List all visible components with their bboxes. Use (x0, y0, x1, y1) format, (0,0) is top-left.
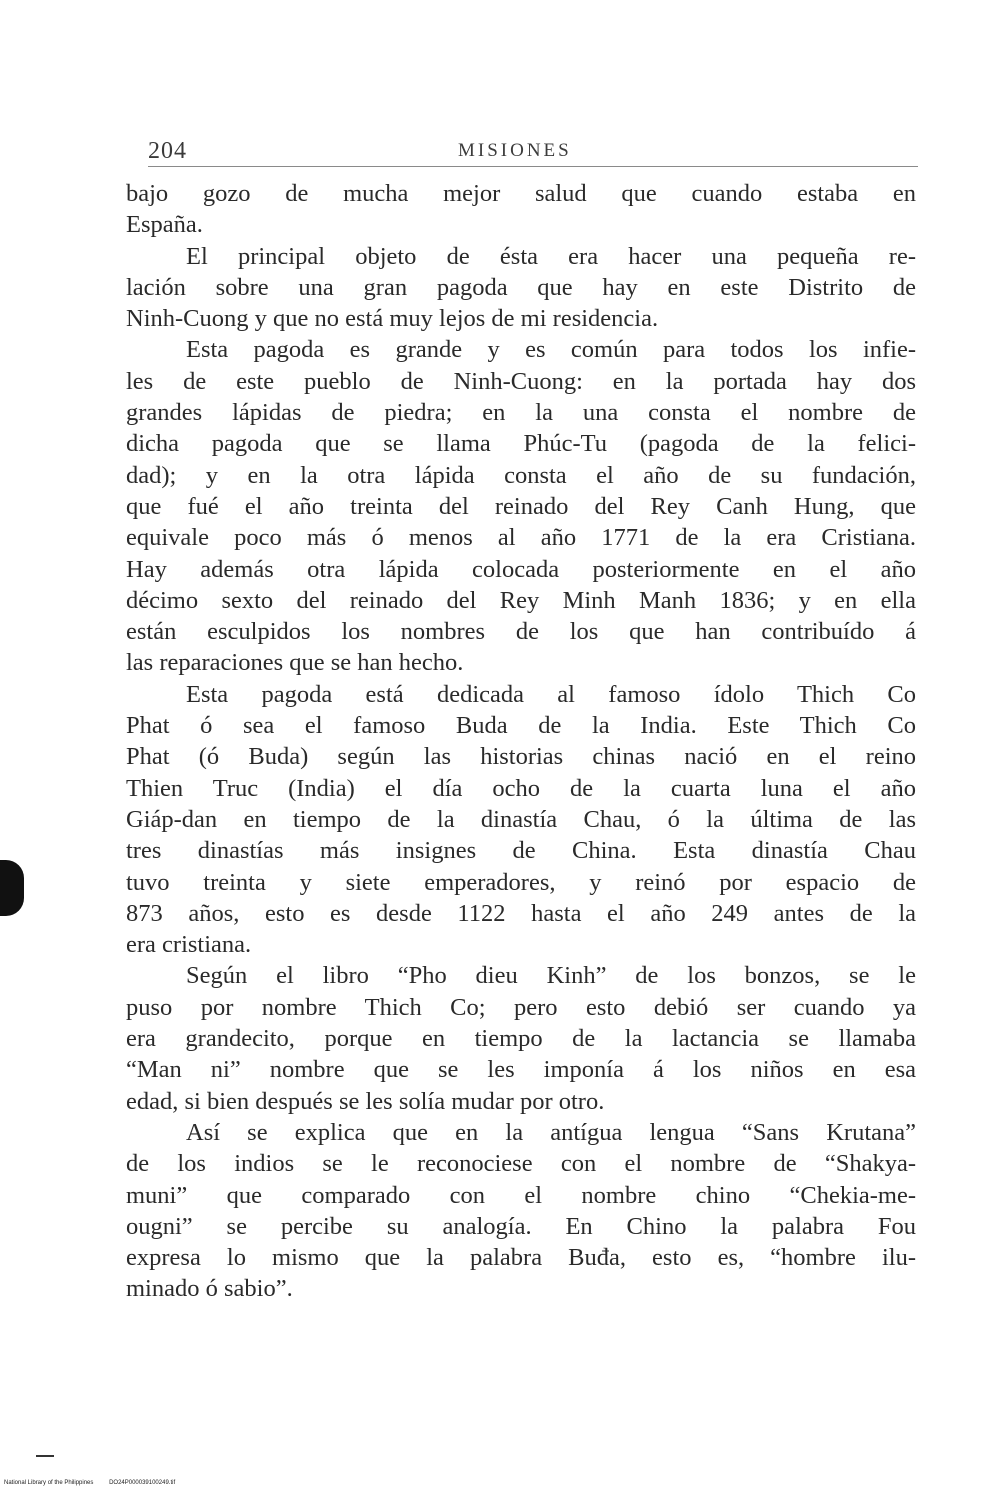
text-line: era cristiana. (126, 931, 252, 959)
text-line: Phat (ó Buda) según las historias chinas nació en el reino (126, 743, 916, 771)
ink-dash (36, 1455, 54, 1457)
text-line: Según el libro “Pho dieu Kinh” de los bonzos, se le (186, 962, 916, 990)
running-head: MISIONES (458, 140, 572, 161)
text-line: dad); y en la otra lápida consta el año de su fundación, (126, 461, 916, 489)
text-line: Hay además otra lápida colocada posteriormente en el año (126, 555, 916, 583)
text-line: El principal objeto de ésta era hacer una pequeña re- (186, 242, 916, 270)
text-line: Ninh-Cuong y que no está muy lejos de mi residencia. (126, 305, 659, 333)
text-line: 873 años, esto es desde 1122 hasta el año 249 antes de la (126, 899, 916, 927)
text-line: puso por nombre Thich Co; pero esto debió ser cuando ya (126, 993, 916, 1021)
text-line: equivale poco más ó menos al año 1771 de la era Cristiana. (126, 524, 916, 552)
text-line: lación sobre una gran pagoda que hay en este Distrito de (126, 273, 916, 301)
scan-edge-mark (0, 860, 24, 916)
page-header (148, 138, 918, 168)
text-line: dicha pagoda que se llama Phúc-Tu (pagoda de la felici- (126, 430, 916, 458)
text-line: tres dinastías más insignes de China. Esta dinastía Chau (126, 837, 916, 865)
text-line: ougni” se percibe su analogía. En Chino la palabra Fou (126, 1212, 916, 1240)
text-line: Thien Truc (India) el día ocho de la cuarta luna el año (126, 774, 916, 802)
footer-library: National Library of the Philippines (4, 1480, 94, 1486)
text-line: minado ó sabio”. (126, 1275, 293, 1303)
text-line: están esculpidos los nombres de los que han contribuído á (126, 618, 916, 646)
scan-footer (4, 1480, 189, 1486)
text-line: Giáp-dan en tiempo de la dinastía Chau, ó la última de las (126, 805, 916, 833)
text-line: expresa lo mismo que la palabra Buđa, esto es, “hombre ilu- (126, 1244, 916, 1272)
body-text (126, 178, 916, 1305)
text-line: grandes lápidas de piedra; en la una consta el nombre de (126, 399, 916, 427)
text-line: edad, si bien después se les solía mudar por otro. (126, 1087, 605, 1115)
text-line: muni” que comparado con el nombre chino “Chekia-me- (126, 1181, 916, 1209)
text-line: España. (126, 211, 203, 239)
page-number: 204 (148, 138, 187, 164)
text-line: tuvo treinta y siete emperadores, y reinó por espacio de (126, 868, 916, 896)
text-line: que fué el año treinta del reinado del Rey Canh Hung, que (126, 492, 916, 520)
text-line: décimo sexto del reinado del Rey Minh Manh 1836; y en ella (126, 586, 916, 614)
header-rule (148, 166, 918, 167)
text-line: Phat ó sea el famoso Buda de la India. Este Thich Co (126, 712, 916, 740)
text-line: Así se explica que en la antígua lengua “Sans Krutana” (186, 1118, 916, 1146)
text-line: les de este pueblo de Ninh-Cuong: en la portada hay dos (126, 367, 916, 395)
text-line: Esta pagoda es grande y es común para todos los infie- (186, 336, 916, 364)
text-line: las reparaciones que se han hecho. (126, 649, 464, 677)
text-line: Esta pagoda está dedicada al famoso ídolo Thich Co (186, 680, 916, 708)
footer-identifier: DO24P000039100249.tif (109, 1480, 176, 1486)
text-line: era grandecito, porque en tiempo de la lactancia se llamaba (126, 1025, 916, 1053)
text-line: bajo gozo de mucha mejor salud que cuando estaba en (126, 180, 916, 207)
text-line: “Man ni” nombre que se les imponía á los niños en esa (126, 1056, 916, 1084)
text-line: de los indios se le reconociese con el nombre de “Shakya- (126, 1150, 916, 1178)
